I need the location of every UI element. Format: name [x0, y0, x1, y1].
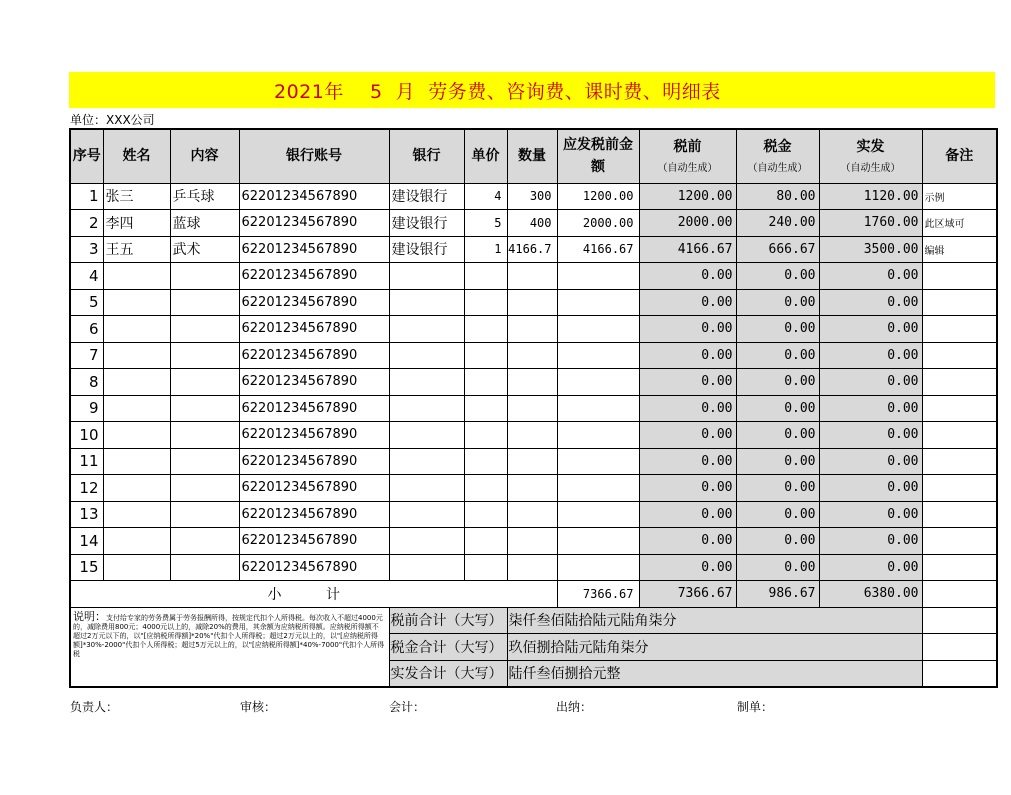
- row-qty[interactable]: [507, 475, 557, 502]
- capital-remark[interactable]: [922, 634, 997, 661]
- row-remark[interactable]: [922, 395, 997, 422]
- header-pretax-label: 税前: [673, 139, 702, 156]
- row-seq[interactable]: 14: [70, 528, 103, 555]
- header-bank: 银行: [389, 129, 464, 183]
- row-bank[interactable]: 建设银行: [389, 183, 464, 210]
- row-pretax[interactable]: 0.00: [639, 342, 736, 369]
- row-seq[interactable]: 3: [70, 236, 103, 263]
- row-account[interactable]: 62201234567890: [239, 342, 389, 369]
- row-qty[interactable]: [507, 554, 557, 581]
- row-remark[interactable]: [922, 475, 997, 502]
- row-seq[interactable]: 2: [70, 210, 103, 237]
- row-net[interactable]: 0.00: [819, 369, 922, 396]
- subtotal-net[interactable]: 6380.00: [819, 581, 922, 608]
- row-content[interactable]: 乒乓球: [170, 183, 239, 210]
- row-gross[interactable]: [557, 289, 639, 316]
- row-remark[interactable]: [922, 422, 997, 449]
- row-bank[interactable]: [389, 289, 464, 316]
- capital-label: 实发合计（大写）: [389, 660, 507, 687]
- row-pretax[interactable]: 4166.67: [639, 236, 736, 263]
- row-qty[interactable]: [507, 289, 557, 316]
- row-tax[interactable]: 0.00: [736, 395, 819, 422]
- row-seq[interactable]: 7: [70, 342, 103, 369]
- row-content[interactable]: [170, 369, 239, 396]
- header-net-auto: （自动生成）: [840, 163, 901, 175]
- row-bank[interactable]: [389, 448, 464, 475]
- row-price[interactable]: 4: [464, 183, 507, 210]
- row-tax[interactable]: 80.00: [736, 183, 819, 210]
- row-qty[interactable]: 300: [507, 183, 557, 210]
- header-gross: 应发税前金额: [557, 129, 639, 183]
- row-seq[interactable]: 11: [70, 448, 103, 475]
- footer-manager: 负责人：: [70, 700, 119, 714]
- subtotal-remark[interactable]: [922, 581, 997, 608]
- row-account[interactable]: 62201234567890: [239, 501, 389, 528]
- row-pretax[interactable]: 0.00: [639, 475, 736, 502]
- header-price: 单价: [464, 129, 507, 183]
- row-account[interactable]: 62201234567890: [239, 289, 389, 316]
- row-content[interactable]: [170, 395, 239, 422]
- footer-accountant: 会计：: [389, 700, 426, 714]
- row-qty[interactable]: [507, 369, 557, 396]
- row-pretax[interactable]: 0.00: [639, 528, 736, 555]
- row-net[interactable]: 0.00: [819, 448, 922, 475]
- row-net[interactable]: 0.00: [819, 263, 922, 290]
- row-content[interactable]: 武术: [170, 236, 239, 263]
- table-row: [70, 342, 997, 369]
- row-name[interactable]: [103, 475, 170, 502]
- subtotal-gross[interactable]: 7366.67: [557, 581, 639, 608]
- row-gross[interactable]: 2000.00: [557, 210, 639, 237]
- row-net[interactable]: 0.00: [819, 422, 922, 449]
- row-gross[interactable]: [557, 263, 639, 290]
- row-bank[interactable]: 建设银行: [389, 236, 464, 263]
- row-name[interactable]: 李四: [103, 210, 170, 237]
- row-gross[interactable]: [557, 342, 639, 369]
- row-tax[interactable]: 0.00: [736, 528, 819, 555]
- row-remark[interactable]: [922, 342, 997, 369]
- row-net[interactable]: 0.00: [819, 316, 922, 343]
- header-tax: [736, 129, 819, 183]
- row-net[interactable]: 0.00: [819, 528, 922, 555]
- row-tax[interactable]: 0.00: [736, 289, 819, 316]
- row-net[interactable]: 0.00: [819, 395, 922, 422]
- capital-value[interactable]: 玖佰捌拾陆元陆角柒分: [507, 634, 922, 661]
- row-gross[interactable]: 1200.00: [557, 183, 639, 210]
- row-seq[interactable]: 15: [70, 554, 103, 581]
- row-tax[interactable]: 0.00: [736, 475, 819, 502]
- row-content[interactable]: [170, 501, 239, 528]
- header-seq: 序号: [70, 129, 103, 183]
- subtotal-tax[interactable]: 986.67: [736, 581, 819, 608]
- row-gross[interactable]: [557, 448, 639, 475]
- table-row: [70, 395, 997, 422]
- row-content[interactable]: [170, 448, 239, 475]
- row-bank[interactable]: [389, 342, 464, 369]
- row-price[interactable]: [464, 422, 507, 449]
- row-remark[interactable]: 示例: [922, 183, 997, 210]
- footer-cashier: 出纳：: [556, 700, 593, 714]
- footer-auditor: 审核：: [240, 700, 277, 714]
- table-row: [70, 316, 997, 343]
- detail-table: [69, 128, 998, 688]
- row-content[interactable]: [170, 263, 239, 290]
- capital-value[interactable]: 陆仟叁佰捌拾元整: [507, 660, 922, 687]
- row-bank[interactable]: [389, 422, 464, 449]
- row-content[interactable]: 蓝球: [170, 210, 239, 237]
- row-net[interactable]: 0.00: [819, 501, 922, 528]
- row-seq[interactable]: 8: [70, 369, 103, 396]
- subtotal-label: 小 计: [70, 581, 557, 608]
- subtotal-row: [70, 581, 997, 608]
- header-net: [819, 129, 922, 183]
- table-row: [70, 501, 997, 528]
- row-qty[interactable]: 400: [507, 210, 557, 237]
- row-account[interactable]: 62201234567890: [239, 528, 389, 555]
- row-tax[interactable]: 666.67: [736, 236, 819, 263]
- row-content[interactable]: [170, 528, 239, 555]
- row-content[interactable]: [170, 289, 239, 316]
- row-account[interactable]: 62201234567890: [239, 210, 389, 237]
- header-pretax: [639, 129, 736, 183]
- row-qty[interactable]: [507, 342, 557, 369]
- row-pretax[interactable]: 0.00: [639, 369, 736, 396]
- row-name[interactable]: [103, 422, 170, 449]
- capital-value[interactable]: 柒仟叁佰陆拾陆元陆角柒分: [507, 607, 922, 634]
- row-qty[interactable]: 4166.7: [507, 236, 557, 263]
- table-row: [70, 554, 997, 581]
- row-account[interactable]: 62201234567890: [239, 236, 389, 263]
- unit-label: 单位：XXX公司: [70, 113, 155, 127]
- row-name[interactable]: [103, 369, 170, 396]
- row-price[interactable]: 5: [464, 210, 507, 237]
- row-name[interactable]: [103, 316, 170, 343]
- row-net[interactable]: 0.00: [819, 475, 922, 502]
- row-remark[interactable]: [922, 316, 997, 343]
- row-name[interactable]: [103, 342, 170, 369]
- row-price[interactable]: 1: [464, 236, 507, 263]
- row-remark[interactable]: [922, 289, 997, 316]
- row-qty[interactable]: [507, 422, 557, 449]
- row-qty[interactable]: [507, 263, 557, 290]
- row-seq[interactable]: 10: [70, 422, 103, 449]
- row-bank[interactable]: [389, 528, 464, 555]
- title-bar: [69, 72, 995, 108]
- row-qty[interactable]: [507, 395, 557, 422]
- capital-row-1: [70, 607, 997, 634]
- row-price[interactable]: [464, 342, 507, 369]
- header-remark: 备注: [922, 129, 997, 183]
- row-pretax[interactable]: 0.00: [639, 422, 736, 449]
- row-net[interactable]: 1120.00: [819, 183, 922, 210]
- row-account[interactable]: 62201234567890: [239, 422, 389, 449]
- row-price[interactable]: [464, 528, 507, 555]
- row-seq[interactable]: 12: [70, 475, 103, 502]
- row-name[interactable]: [103, 528, 170, 555]
- row-name[interactable]: [103, 448, 170, 475]
- row-price[interactable]: [464, 448, 507, 475]
- subtotal-pretax[interactable]: 7366.67: [639, 581, 736, 608]
- row-qty[interactable]: [507, 316, 557, 343]
- header-content: 内容: [170, 129, 239, 183]
- row-tax[interactable]: 0.00: [736, 422, 819, 449]
- row-price[interactable]: [464, 263, 507, 290]
- table-row: [70, 263, 997, 290]
- table-row: [70, 369, 997, 396]
- header-pretax-auto: （自动生成）: [657, 163, 718, 175]
- table-row: [70, 183, 997, 210]
- row-net[interactable]: 0.00: [819, 554, 922, 581]
- header-tax-auto: （自动生成）: [747, 163, 808, 175]
- row-gross[interactable]: [557, 316, 639, 343]
- row-gross[interactable]: [557, 369, 639, 396]
- row-account[interactable]: 62201234567890: [239, 263, 389, 290]
- table-row: [70, 210, 997, 237]
- row-net[interactable]: 3500.00: [819, 236, 922, 263]
- row-pretax[interactable]: 0.00: [639, 554, 736, 581]
- row-price[interactable]: [464, 316, 507, 343]
- row-account[interactable]: 62201234567890: [239, 395, 389, 422]
- row-pretax[interactable]: 0.00: [639, 263, 736, 290]
- row-gross[interactable]: [557, 501, 639, 528]
- header-name: 姓名: [103, 129, 170, 183]
- row-pretax[interactable]: 1200.00: [639, 183, 736, 210]
- row-content[interactable]: [170, 342, 239, 369]
- row-pretax[interactable]: 0.00: [639, 395, 736, 422]
- header-row: [70, 129, 997, 183]
- row-qty[interactable]: [507, 448, 557, 475]
- row-remark[interactable]: [922, 263, 997, 290]
- row-account[interactable]: 62201234567890: [239, 183, 389, 210]
- row-content[interactable]: [170, 422, 239, 449]
- row-gross[interactable]: 4166.67: [557, 236, 639, 263]
- row-tax[interactable]: 0.00: [736, 501, 819, 528]
- footer-preparer: 制单：: [737, 700, 774, 714]
- capital-remark[interactable]: [922, 660, 997, 687]
- row-seq[interactable]: 1: [70, 183, 103, 210]
- header-net-label: 实发: [856, 139, 885, 156]
- row-net[interactable]: 1760.00: [819, 210, 922, 237]
- row-content[interactable]: [170, 316, 239, 343]
- table-row: [70, 475, 997, 502]
- table-row: [70, 236, 997, 263]
- row-tax[interactable]: 0.00: [736, 316, 819, 343]
- row-remark[interactable]: [922, 554, 997, 581]
- row-gross[interactable]: [557, 422, 639, 449]
- table-row: [70, 289, 997, 316]
- row-net[interactable]: 0.00: [819, 289, 922, 316]
- row-bank[interactable]: 建设银行: [389, 210, 464, 237]
- row-remark[interactable]: [922, 528, 997, 555]
- row-gross[interactable]: [557, 475, 639, 502]
- row-net[interactable]: 0.00: [819, 342, 922, 369]
- row-account[interactable]: 62201234567890: [239, 554, 389, 581]
- row-seq[interactable]: 13: [70, 501, 103, 528]
- row-pretax[interactable]: 0.00: [639, 501, 736, 528]
- row-remark[interactable]: 此区域可: [922, 210, 997, 237]
- capital-remark[interactable]: [922, 607, 997, 634]
- row-price[interactable]: [464, 475, 507, 502]
- header-qty: 数量: [507, 129, 557, 183]
- row-pretax[interactable]: 0.00: [639, 448, 736, 475]
- header-tax-label: 税金: [763, 139, 792, 156]
- row-remark[interactable]: [922, 448, 997, 475]
- explanation-head: 说明：: [73, 609, 106, 623]
- row-content[interactable]: [170, 554, 239, 581]
- row-gross[interactable]: [557, 528, 639, 555]
- row-qty[interactable]: [507, 501, 557, 528]
- row-seq[interactable]: 6: [70, 316, 103, 343]
- row-name[interactable]: [103, 263, 170, 290]
- row-name[interactable]: [103, 554, 170, 581]
- header-account: 银行账号: [239, 129, 389, 183]
- page-title: 2021年 5 月 劳务费、咨询费、课时费、明细表: [274, 81, 721, 103]
- row-name[interactable]: 张三: [103, 183, 170, 210]
- row-name[interactable]: [103, 395, 170, 422]
- row-account[interactable]: 62201234567890: [239, 316, 389, 343]
- row-pretax[interactable]: 2000.00: [639, 210, 736, 237]
- capital-label: 税金合计（大写）: [389, 634, 507, 661]
- row-tax[interactable]: 0.00: [736, 369, 819, 396]
- row-seq[interactable]: 5: [70, 289, 103, 316]
- row-bank[interactable]: [389, 501, 464, 528]
- row-price[interactable]: [464, 289, 507, 316]
- row-price[interactable]: [464, 554, 507, 581]
- row-tax[interactable]: 240.00: [736, 210, 819, 237]
- row-tax[interactable]: 0.00: [736, 554, 819, 581]
- table-row: [70, 528, 997, 555]
- row-name[interactable]: [103, 501, 170, 528]
- row-price[interactable]: [464, 395, 507, 422]
- row-tax[interactable]: 0.00: [736, 448, 819, 475]
- row-content[interactable]: [170, 475, 239, 502]
- row-seq[interactable]: 9: [70, 395, 103, 422]
- table-row: [70, 422, 997, 449]
- row-name[interactable]: [103, 289, 170, 316]
- row-pretax[interactable]: 0.00: [639, 316, 736, 343]
- row-bank[interactable]: [389, 369, 464, 396]
- capital-label: 税前合计（大写）: [389, 607, 507, 634]
- row-price[interactable]: [464, 501, 507, 528]
- row-gross[interactable]: [557, 395, 639, 422]
- row-bank[interactable]: [389, 263, 464, 290]
- row-bank[interactable]: [389, 316, 464, 343]
- row-pretax[interactable]: 0.00: [639, 289, 736, 316]
- row-remark[interactable]: [922, 501, 997, 528]
- row-account[interactable]: 62201234567890: [239, 475, 389, 502]
- row-bank[interactable]: [389, 395, 464, 422]
- row-remark[interactable]: [922, 369, 997, 396]
- row-tax[interactable]: 0.00: [736, 263, 819, 290]
- row-account[interactable]: 62201234567890: [239, 369, 389, 396]
- row-seq[interactable]: 4: [70, 263, 103, 290]
- explanation-body: 支付给专家的劳务费属于劳务报酬所得，按规定代扣个人所得税。每次收入不超过4000元的，减除费用800元；4000元以上的，减除20%的费用，其余额为应纳税所得额。应纳税所得额不超过2万元以下的，以"[应纳税所得额]*20%"代扣个人所得税；超过2万元以上的，以"[应纳税所得额]*30%-2000"代扣个人所得税；超过5万元以上的，以"[应纳税所得额]*40%-7000"代扣个人所得税: [73, 613, 385, 658]
- row-account[interactable]: 62201234567890: [239, 448, 389, 475]
- row-qty[interactable]: [507, 528, 557, 555]
- row-bank[interactable]: [389, 475, 464, 502]
- row-remark[interactable]: 编辑: [922, 236, 997, 263]
- signature-footer: [70, 698, 970, 718]
- explanation-cell: [70, 607, 389, 687]
- row-price[interactable]: [464, 369, 507, 396]
- row-bank[interactable]: [389, 554, 464, 581]
- row-gross[interactable]: [557, 554, 639, 581]
- row-tax[interactable]: 0.00: [736, 342, 819, 369]
- row-name[interactable]: 王五: [103, 236, 170, 263]
- table-row: [70, 448, 997, 475]
